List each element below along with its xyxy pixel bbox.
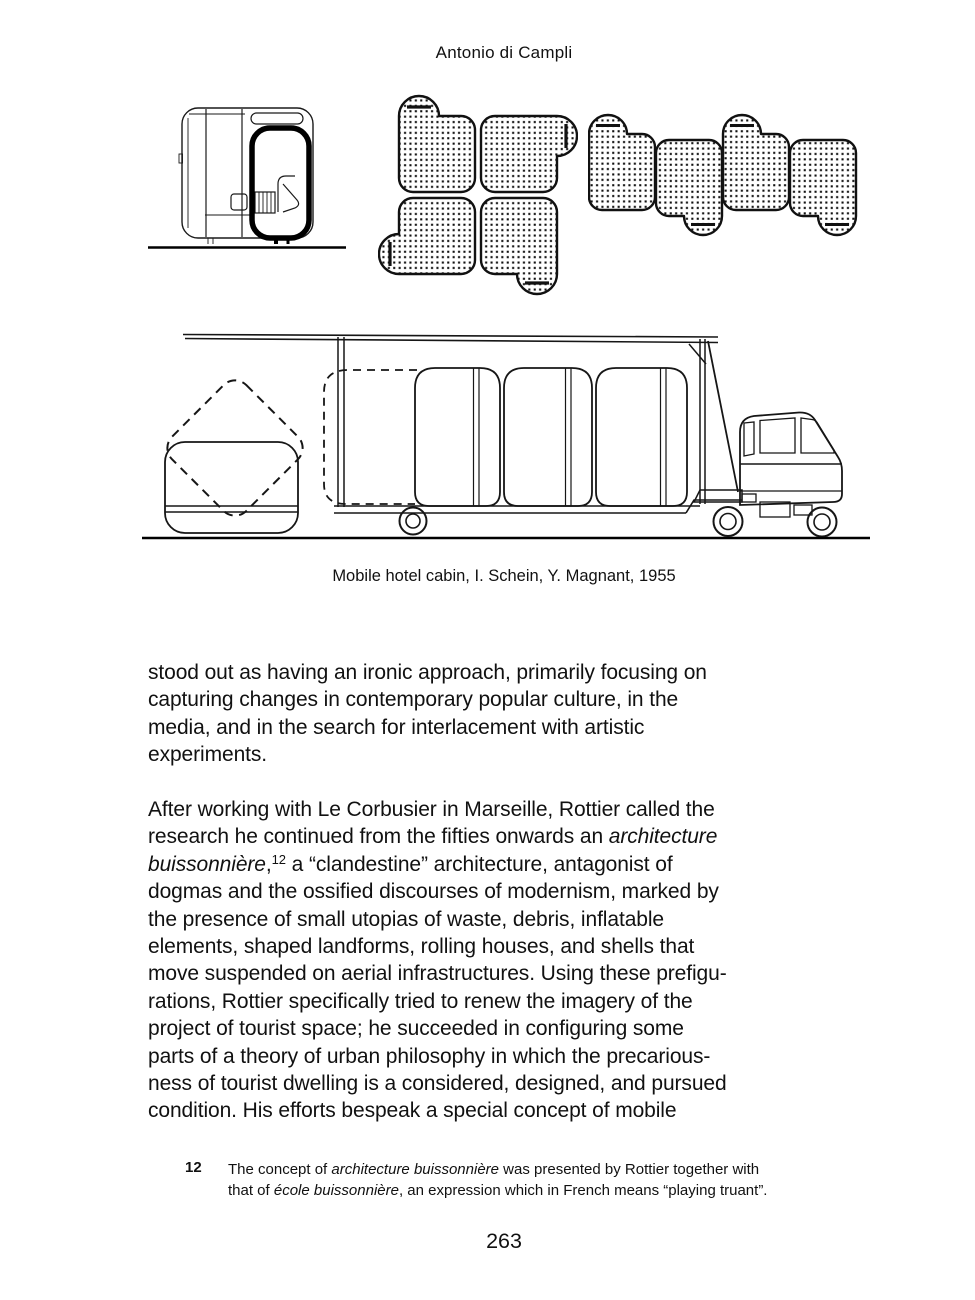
page-number: 263 bbox=[486, 1229, 522, 1253]
mobile-cabin-elevation-drawing bbox=[145, 88, 350, 253]
four-cabin-row-plan-drawing bbox=[588, 112, 866, 238]
cabin-unit bbox=[379, 198, 475, 274]
cabin-unit bbox=[399, 96, 475, 192]
cabin-unit bbox=[589, 115, 655, 210]
four-cabin-pinwheel-plan-drawing bbox=[378, 92, 578, 297]
footnote-text: The concept of architecture buissonnière was presented by Rottier together with that of école buissonnière, an expression which in French means “playing truant”. bbox=[228, 1161, 768, 1199]
body-paragraph-1: stood out as having an ironic approach, primarily focusing on capturing changes in contemporary popular culture, in the media, and in the search for interlacement with artistic experiments. bbox=[148, 661, 707, 767]
cabin-unit bbox=[656, 140, 722, 235]
figure-caption: Mobile hotel cabin, I. Schein, Y. Magnant, 1955 bbox=[332, 567, 676, 585]
page-header-author: Antonio di Campli bbox=[435, 43, 573, 62]
loaded-cabins bbox=[324, 368, 687, 506]
truck-transporting-mobile-cabins-drawing bbox=[138, 322, 878, 547]
cabin-unit bbox=[790, 140, 856, 235]
cabin-unit bbox=[481, 116, 577, 192]
grounded-cabin bbox=[165, 442, 298, 533]
cabin-unit bbox=[481, 198, 557, 294]
truck-tractor bbox=[694, 412, 842, 536]
trailer-frame bbox=[183, 335, 742, 514]
cabin-unit bbox=[723, 115, 789, 210]
footnote-marker: 12 bbox=[185, 1159, 202, 1176]
body-paragraph-2: After working with Le Corbusier in Marseille, Rottier called the research he continued from the fifties onwards an architecture buissonnière,$^{12}$ a “clandestine” architecture, antagonist of dogmas and the ossified discourses of modernism, marked by the presence of small utopias of waste, debris, inflatable elements, shaped landforms, rolling houses, and shells that move suspended on aerial infrastructures. Using these prefigu- rations, Rottier specifically tried to renew the imagery of the project of tourist space; he succeeded in configuring some parts of a theory of urban philosophy in which the precarious- ness of tourist dwelling is a considered, designed, and pursued condition. His efforts bespeak a special concept of mobile bbox=[148, 798, 727, 1123]
tipped-cabin-dashed-outline bbox=[161, 374, 309, 522]
trailer-wheel bbox=[400, 508, 427, 535]
